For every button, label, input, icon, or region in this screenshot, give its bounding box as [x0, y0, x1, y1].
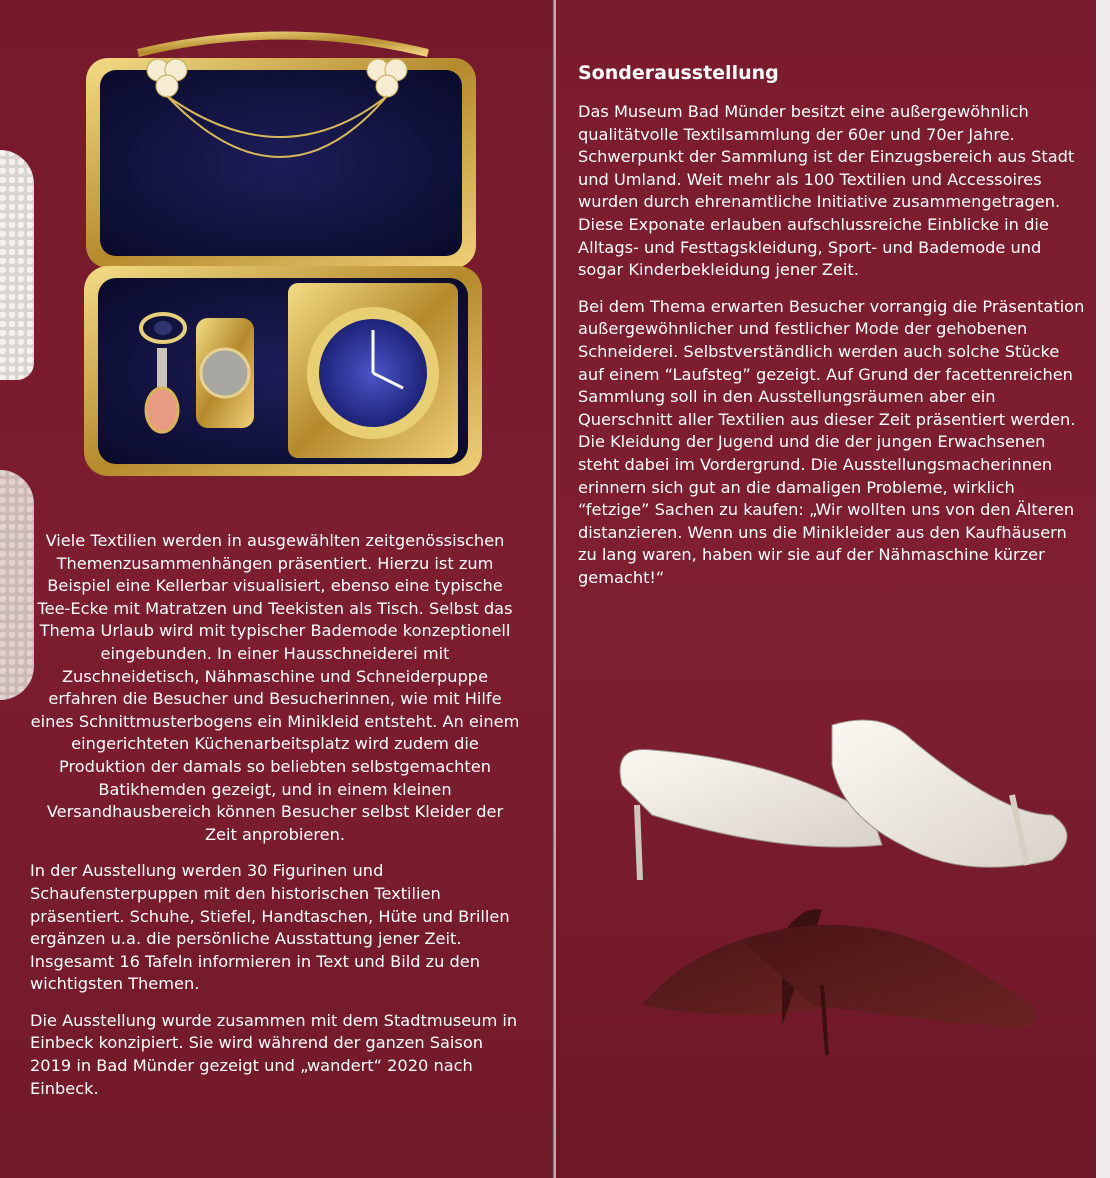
- left-paragraph-3: Die Ausstellung wurde zusammen mit dem Stadtmuseum in Einbeck konzipiert. Sie wird während der ganzen Saison 2019 in Bad Münder gezeigt und „wandert“ 2020 nach Einbeck.: [30, 1010, 518, 1098]
- left-body-text: [30, 530, 520, 1114]
- right-paragraph-2: Bei dem Thema erwarten Besucher vorrangig die Präsentation außergewöhnlicher und festlicher Mode der gehobenen Schneiderei. Selbstverständlich werden auch solche Stücke auf einem “Laufsteg” gezeigt. Auf Grund der facettenreichen Sammlung soll in den Ausstellungsräumen aber ein Querschnitt aller Textilien aus dieser Zeit präsentiert werden. Die Kleidung der Jugend und die der jungen Erwachsenen steht dabei im Vordergrund. Die Ausstellungsmacherinnen erinnern sich gut an die damaligen Probleme, wirklich “fetzige” Sachen zu kaufen: „Wir wollten uns von den Älteren distanzieren. Wenn uns die Minikleider aus den Kaufhäusern zu lang waren, haben wir sie auf der Nähmaschine kürzer gemacht!“: [578, 296, 1085, 587]
- section-heading: Sonderausstellung: [578, 62, 779, 84]
- right-paragraph-1: Das Museum Bad Münder besitzt eine außergewöhnlich qualitätvolle Textilsammlung der 60er und 70er Jahre. Schwerpunkt der Sammlung ist der Einzugsbereich aus Stadt und Umland. Weit mehr als 100 Textilien und Accessoires wurden durch ehrenamtliche Initiative zusammengetragen. Diese Exponate erlauben aufschlussreiche Einblicke in die Alltags- und Festtagskleidung, Sport- und Bademode und sogar Kinderbekleidung jener Zeit.: [578, 102, 1075, 280]
- left-page: [0, 0, 553, 1178]
- right-body-text: [578, 101, 1086, 603]
- jewelry-case-photo: [78, 28, 488, 498]
- shoes-photo: [582, 705, 1092, 1070]
- left-paragraph-2: In der Ausstellung werden 30 Figurinen und Schaufensterpuppen mit den historischen Textilien präsentiert. Schuhe, Stiefel, Handtaschen, Hüte und Brillen ergänzen u.a. die persönliche Ausstattung jener Zeit. Insgesamt 16 Tafeln informieren in Text und Bild zu den wichtigsten Themen.: [30, 861, 510, 994]
- paper-edge: [1096, 0, 1110, 1178]
- lace-fabric-image-top: [0, 150, 34, 380]
- lace-fabric-image-bottom: [0, 470, 34, 700]
- left-paragraph-1: Viele Textilien werden in ausgewählten zeitgenössischen Themenzusammenhängen präsentiert. Hierzu ist zum Beispiel eine Kellerbar visualisiert, ebenso eine typische Tee-Ecke mit Matratzen und Teekisten als Tisch. Selbst das Thema Urlaub wird mit typischer Bademode konzeptionell eingebunden. In einer Hausschneiderei mit Zuschneidetisch, Nähmaschine und Schneiderpuppe erfahren die Besucher und Besucherinnen, wie mit Hilfe eines Schnittmusterbogens ein Minikleid entsteht. An einem eingerichteten Küchenarbeitsplatz wird zudem die Produktion der damals so beliebten selbstgemachten Batikhemden gezeigt, und in einem kleinen Versandhausbereich können Besucher selbst Kleider der Zeit anprobieren.: [30, 531, 520, 844]
